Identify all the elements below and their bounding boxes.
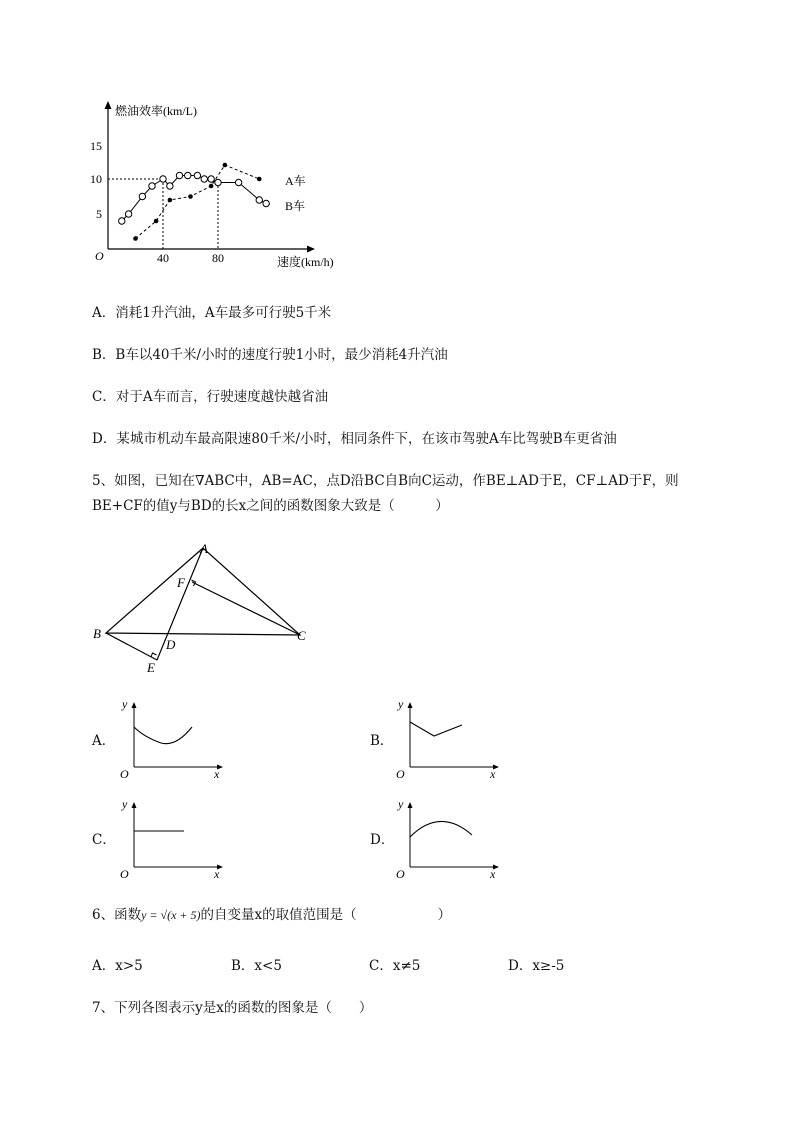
y-axis-arrow xyxy=(105,101,112,109)
series-b-point xyxy=(201,176,207,182)
series-b-point xyxy=(149,183,155,189)
q5-option-b-label: B． xyxy=(370,733,394,749)
series-b-point xyxy=(185,172,191,178)
graph-a-origin-label: O xyxy=(120,767,129,781)
triangle-figure xyxy=(88,538,318,678)
q4-option-a: A．消耗1升汽油，A车最多可行驶5千米 xyxy=(92,305,332,321)
series-b-point xyxy=(139,193,145,199)
series-a-point xyxy=(209,184,214,189)
q5-graph-b xyxy=(392,697,502,781)
q4-option-c: C．对于A车而言，行驶速度越快越省油 xyxy=(92,389,329,405)
graph-c-x-label: x xyxy=(214,867,220,881)
x-tick-80: 80 xyxy=(212,251,224,265)
legend-b: B车 xyxy=(285,199,306,213)
label-b: B xyxy=(93,626,101,641)
label-d: D xyxy=(166,637,176,652)
series-b-point xyxy=(215,179,221,185)
graph-a-x-label: x xyxy=(214,767,220,781)
q6-option-d: D．x≥-5 xyxy=(508,958,565,974)
y-axis-label: 燃油效率(km/L) xyxy=(115,104,197,118)
line-ad-extended xyxy=(157,548,203,660)
graph-b-y-label: y xyxy=(398,697,404,711)
series-b-point xyxy=(263,200,269,206)
q5-option-a-label: A． xyxy=(92,733,116,749)
q6-prefix: 6、函数 xyxy=(92,907,142,923)
series-b-point xyxy=(208,176,214,182)
x-axis-label: 速度(km/h) xyxy=(277,255,334,269)
q5-option-d-label: D． xyxy=(370,832,395,848)
segment-cf xyxy=(192,582,300,635)
legend-a: A车 xyxy=(285,174,306,188)
label-a: A xyxy=(200,541,208,556)
q4-option-b: B．B车以40千米/小时的速度行驶1小时，最少消耗4升汽油 xyxy=(92,347,448,363)
q6-option-b: B．x<5 xyxy=(231,958,282,974)
fuel-efficiency-chart xyxy=(85,98,355,273)
q7-question: 7、下列各图表示y是x的函数的图象是（ ） xyxy=(92,1000,373,1016)
series-b-point xyxy=(119,218,125,224)
q5-graph-d xyxy=(392,797,502,881)
graph-d-curve xyxy=(410,821,472,837)
triangle-abc xyxy=(106,548,300,635)
right-angle-e xyxy=(151,653,157,657)
segment-be xyxy=(106,633,157,660)
series-a-point xyxy=(168,198,173,203)
graph-c-y-label: y xyxy=(122,797,128,811)
series-layer xyxy=(119,163,270,241)
q6-question xyxy=(92,906,451,924)
q5-question-line1: 5、如图，已知在∇ABC中，AB=AC，点D沿BC自B向C运动，作BE⊥AD于E，CF⊥AD于F，则 xyxy=(92,473,679,489)
series-a-point xyxy=(223,163,228,168)
label-f: F xyxy=(177,575,185,590)
x-tick-40: 40 xyxy=(157,251,169,265)
graph-b-origin-label: O xyxy=(396,767,405,781)
graph-b-x-label: x xyxy=(490,767,496,781)
q6-option-c: C．x≠5 xyxy=(369,958,421,974)
graph-b-curve xyxy=(410,722,462,736)
series-b-point xyxy=(176,172,182,178)
x-axis-arrow xyxy=(307,246,315,253)
q5-graph-c xyxy=(116,797,226,881)
series-b-point xyxy=(256,197,262,203)
y-tick-10: 10 xyxy=(90,172,102,186)
series-b-point xyxy=(160,176,166,182)
label-c: C xyxy=(297,628,306,643)
graph-a-y-label: y xyxy=(122,697,128,711)
series-b-point xyxy=(194,172,200,178)
series-a-point xyxy=(154,219,159,224)
series-b-point xyxy=(125,211,131,217)
series-a-point xyxy=(188,194,193,199)
q4-option-d: D．某城市机动车最高限速80千米/小时，相同条件下，在该市驾驶A车比驾驶B车更省油 xyxy=(92,431,617,447)
q5-question-line2: BE+CF的值y与BD的长x之间的函数图象大致是（ ） xyxy=(92,498,449,514)
q6-formula: y = √(x + 5) xyxy=(141,908,201,922)
label-e: E xyxy=(147,660,155,675)
q6-suffix: 的自变量x的取值范围是（ ） xyxy=(200,907,452,923)
series-a-point xyxy=(133,236,138,241)
graph-c-origin-label: O xyxy=(120,867,129,881)
series-b-point xyxy=(235,179,241,185)
graph-a-curve xyxy=(134,727,192,744)
series-a-point xyxy=(257,177,262,182)
graph-d-origin-label: O xyxy=(396,867,405,881)
y-tick-15: 15 xyxy=(90,139,102,153)
q6-option-a: A．x>5 xyxy=(92,958,143,974)
graph-d-x-label: x xyxy=(490,867,496,881)
q5-option-c-label: C． xyxy=(92,832,116,848)
origin-label: O xyxy=(95,249,104,263)
series-b-point xyxy=(167,183,173,189)
y-tick-5: 5 xyxy=(96,207,102,221)
graph-d-y-label: y xyxy=(398,797,404,811)
q5-graph-a xyxy=(116,697,226,781)
